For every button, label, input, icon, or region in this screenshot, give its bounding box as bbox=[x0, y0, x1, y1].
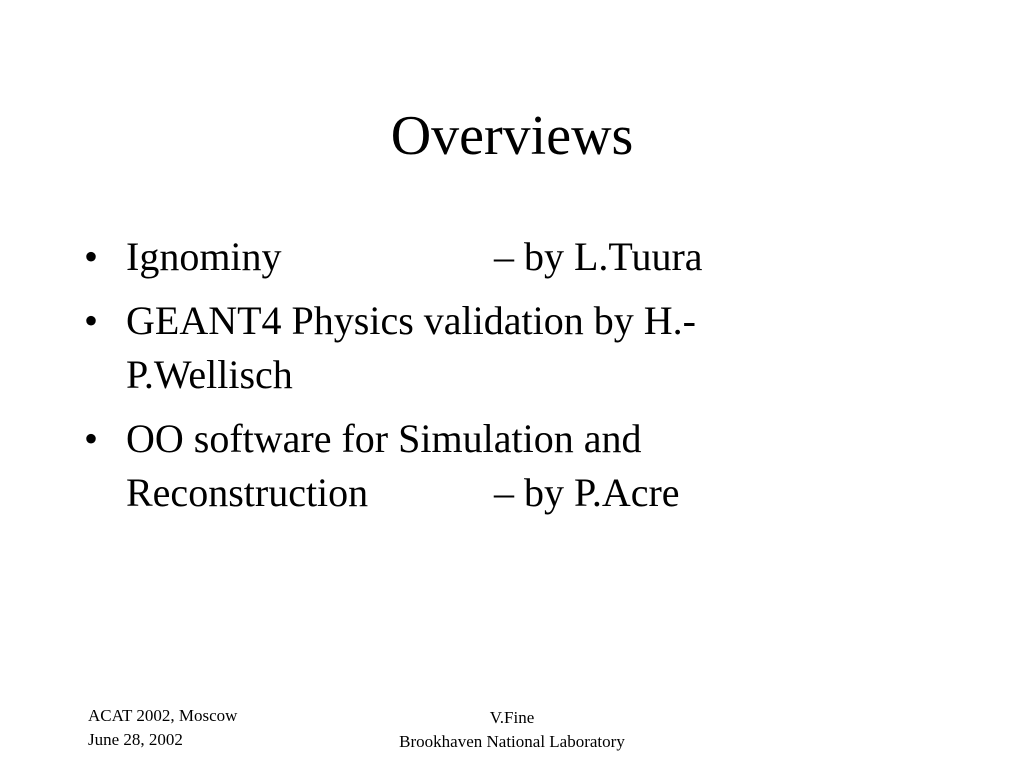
bullet-topic: Ignominy bbox=[126, 234, 282, 279]
footer-date: June 28, 2002 bbox=[88, 730, 183, 749]
footer-affiliation: Brookhaven National Laboratory bbox=[399, 732, 625, 751]
bullet-text bbox=[126, 230, 804, 284]
footer-conference: ACAT 2002, Moscow bbox=[88, 706, 238, 725]
bullet-line-2 bbox=[126, 466, 804, 520]
bullet-author: – by P.Acre bbox=[494, 470, 680, 515]
bullet-line-2: P.Wellisch bbox=[126, 352, 293, 397]
bullet-dot-icon: • bbox=[84, 416, 99, 461]
slide-title: Overviews bbox=[390, 105, 634, 167]
bullet-item-geant4 bbox=[84, 294, 804, 402]
footer-center bbox=[312, 706, 712, 754]
bullet-list bbox=[84, 230, 804, 530]
bullet-line-1: OO software for Simulation and bbox=[126, 416, 642, 461]
bullet-author: – by L.Tuura bbox=[494, 234, 703, 279]
footer-left bbox=[88, 704, 237, 752]
bullet-line-1: GEANT4 Physics validation by H.- bbox=[126, 298, 696, 343]
bullet-topic: Reconstruction bbox=[126, 470, 369, 515]
footer-author: V.Fine bbox=[489, 708, 535, 727]
bullet-dot-icon: • bbox=[84, 234, 99, 279]
bullet-item-oo-software bbox=[84, 412, 804, 520]
bullet-dot-icon: • bbox=[84, 298, 99, 343]
bullet-item-ignominy bbox=[84, 230, 804, 284]
